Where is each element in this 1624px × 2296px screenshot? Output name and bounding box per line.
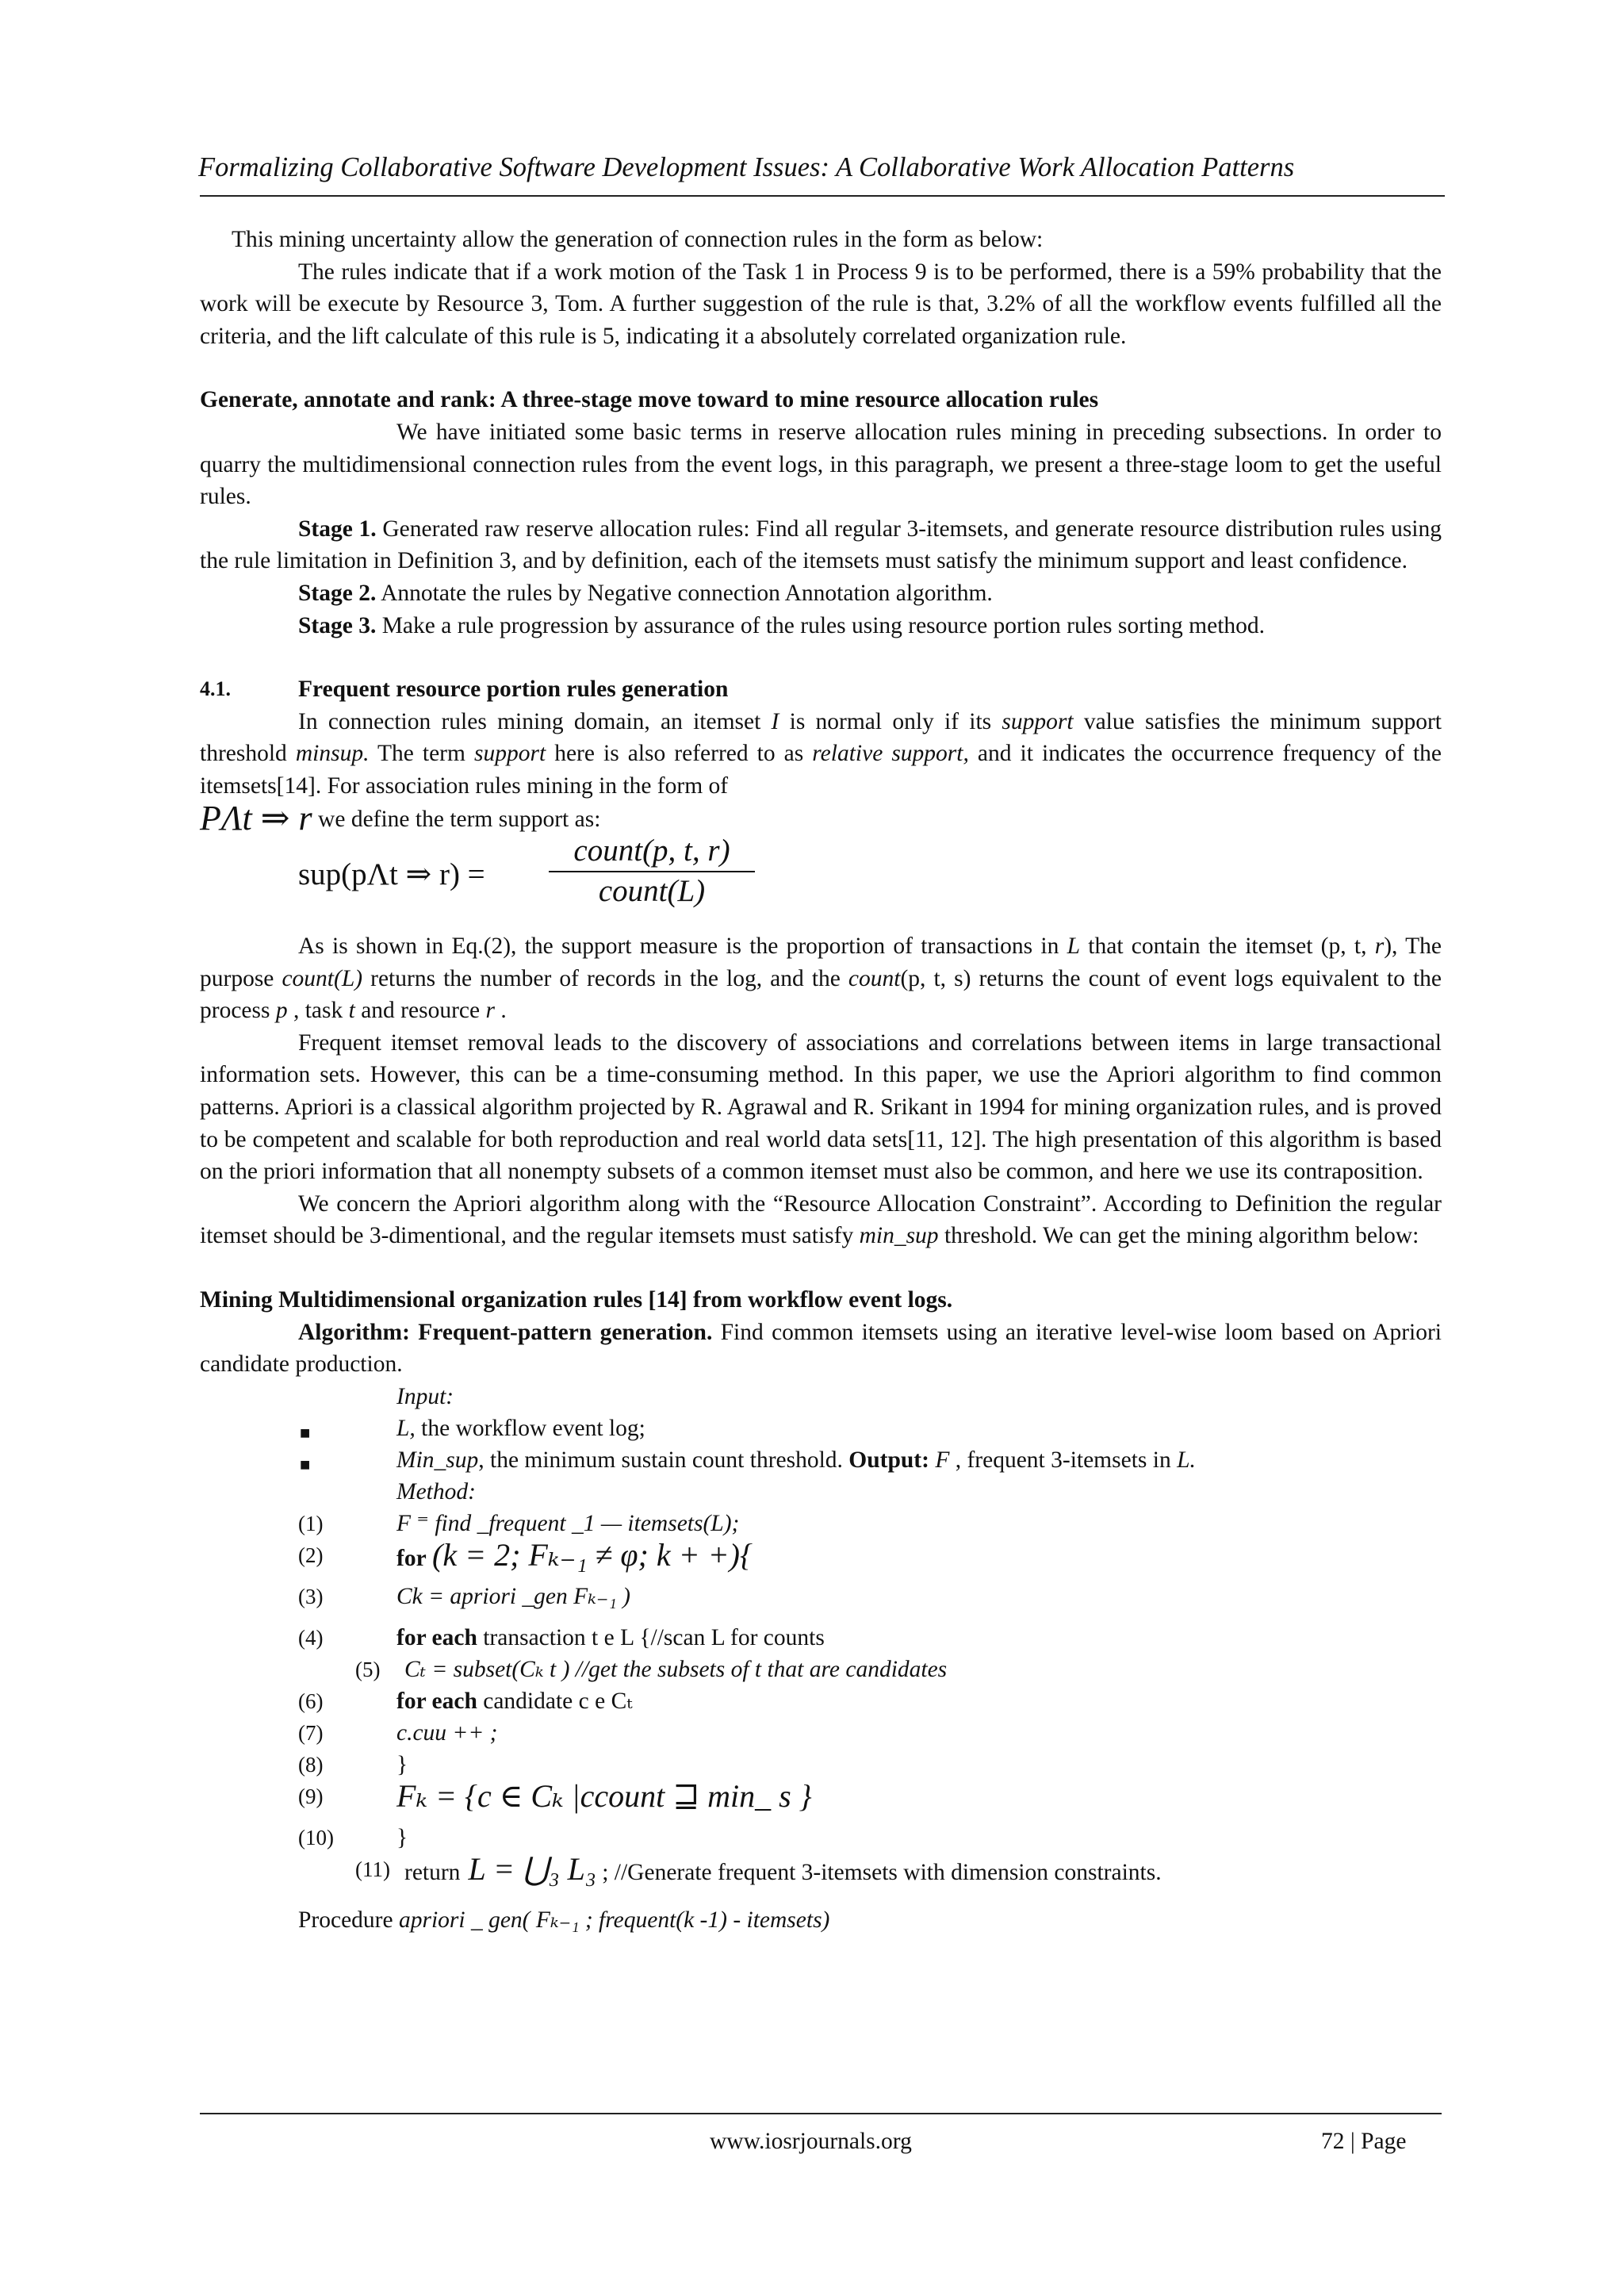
footer-website: www.iosrjournals.org (710, 2129, 912, 2154)
stage-2-text: Annotate the rules by Negative connection Annotation algorithm. (376, 580, 993, 606)
algorithm-heading: Mining Multidimensional organization rules [14] from workflow event logs. (200, 1287, 953, 1313)
section-4-1-heading (200, 673, 1442, 706)
algorithm-line-11: (11) return L = ⋃₃ L₃ ; //Generate frequent 3-itemsets with dimension constraints. (355, 1850, 1162, 1887)
algorithm-line-2: (2) for (k = 2; Fₖ₋₁ ≠ φ; k + +){ (298, 1536, 753, 1573)
procedure-line: Procedure apriori _ gen( Fₖ₋₁ ; frequent(k -1) - itemsets) (298, 1907, 830, 1933)
stage-1-paragraph (200, 513, 1442, 577)
algorithm-line-7: (7) c.cuu ++ ; (298, 1719, 498, 1746)
bullet-icon: ■ (300, 1454, 311, 1474)
section-heading-generate: Generate, annotate and rank: A three-stage move toward to mine resource allocation rules (200, 387, 1099, 413)
apriori-paragraph: Frequent itemset removal leads to the discovery of associations and correlations between items in large transactional information sets. However, this can be a time-consuming method. In this paper, we use the Apriori algorithm to find common patterns. Apriori is a classical algorithm projected by R. Agrawal and R. Srikant in 1994 for mining organization rules, and is proved to be competent and scalable for both reproduction and real world data sets[11, 12]. The high presentation of this algorithm is based on the priori information that all nonempty subsets of a common itemset must also be common, and here we use its contraposition. (200, 1029, 1442, 1185)
stage-1-text: Generated raw reserve allocation rules: Find all regular 3-itemsets, and generate resource distribution rules using the rule limitation in Definition 3, and by definition, each of the itemsets must satisfy the minimum support and least confidence. (200, 516, 1442, 574)
constraint-paragraph: We concern the Apriori algorithm along with the “Resource Allocation Constraint”. According to Definition the regular itemset should be 3-dimentional, and the regular itemsets must satisfy min_sup threshold. We can get the mining algorithm below: (200, 1190, 1442, 1249)
algorithm-line-3: (3) Ck = apriori _gen Fₖ₋₁ ) (298, 1583, 630, 1609)
algorithm-line-1: (1) F ⁼ find _frequent _1 — itemsets(L); (298, 1510, 740, 1536)
support-equation (200, 835, 1442, 930)
support-definition-line: PΛt ⇒ r we define the term support as: (200, 798, 601, 838)
stage-3-label: Stage 3. (298, 612, 377, 638)
bullet-icon: ■ (300, 1422, 311, 1443)
algorithm-title-paragraph: Algorithm: Frequent-pattern generation. Find common itemsets using an iterative level-wise loom based on Apriori candidate production. (200, 1319, 1442, 1378)
equation-numerator: count(p, t, r) (573, 834, 730, 868)
input-label-row: Input: (396, 1383, 454, 1409)
stage-2-paragraph (200, 577, 1442, 610)
intro-paragraph-1: This mining uncertainty allow the generation of connection rules in the form as below: (232, 227, 1044, 252)
stage-1-label: Stage 1. (298, 516, 377, 542)
equation-lhs: sup(pΛt ⇒ r) = (298, 857, 485, 892)
intro-paragraph-2: The rules indicate that if a work motion of the Task 1 in Process 9 is to be performed, there is a 59% probability that the work will be execute by Resource 3, Tom. A further suggestion of the rule is that, 3.2% of all the workflow events fulfilled all the criteria, and the lift calculate of this rule is 5, indicating it a absolutely correlated organization rule. (200, 259, 1442, 349)
support-explanation-paragraph: As is shown in Eq.(2), the support measure is the proportion of transactions in L that contain the itemset (p, t, r), The purpose count(L) returns the number of records in the log, and the count(p, t, s) returns the count of event logs equivalent to the process p , task t and resource r . (200, 933, 1442, 1024)
stage-3-paragraph (200, 610, 1442, 642)
algorithm-line-8: (8) } (298, 1751, 408, 1777)
algorithm-line-4: (4) for each transaction t e L {//scan L for counts (298, 1624, 825, 1650)
support-paragraph: In connection rules mining domain, an itemset I is normal only if its support value satisfies the minimum support threshold minsup. The term support here is also referred to as relative support, and it indicates the occurrence frequency of the itemsets[14]. For association rules mining in the form of (200, 708, 1442, 799)
algorithm-line-5: (5) Cₜ = subset(Cₖ t ) //get the subsets of t that are candidates (355, 1656, 948, 1682)
equation-fraction (549, 835, 755, 907)
section-title: Frequent resource portion rules generation (298, 677, 729, 703)
rule-formula: PΛt ⇒ r (200, 798, 312, 838)
fraction-bar (549, 871, 755, 872)
running-title: Formalizing Collaborative Software Development Issues: A Collaborative Work Allocation Patterns (198, 152, 1295, 182)
equation-denominator: count(L) (598, 873, 706, 908)
algorithm-line-10: (10) } (298, 1824, 408, 1850)
input-item-1: ■ L, the workflow event log; (200, 1412, 1442, 1444)
algorithm-block (200, 1381, 1442, 1895)
method-label-row: Method: (396, 1478, 476, 1504)
section-number: 4.1. (200, 677, 231, 701)
input-item-2: ■ Min_sup, the minimum sustain count threshold. Output: F , frequent 3-itemsets in L. (200, 1444, 1442, 1476)
stage-3-text: Make a rule progression by assurance of the rules using resource portion rules sorting method. (376, 612, 1266, 638)
algorithm-line-6: (6) for each candidate c e Cₜ (298, 1688, 633, 1714)
algorithm-line-9: (9) Fₖ = {c ∈ Cₖ |ccount ⊒ min_ s } (298, 1777, 812, 1814)
footer-page-number: 72 | Page (1321, 2129, 1407, 2154)
footer-rule (200, 2113, 1442, 2114)
header-rule (200, 195, 1445, 197)
generate-paragraph: We have initiated some basic terms in reserve allocation rules mining in preceding subsections. In order to quarry the multidimensional connection rules from the event logs, in this paragraph, we present a three-stage loom to get the useful rules. (200, 419, 1442, 510)
stage-2-label: Stage 2. (298, 580, 377, 606)
body-text (200, 224, 1442, 1936)
